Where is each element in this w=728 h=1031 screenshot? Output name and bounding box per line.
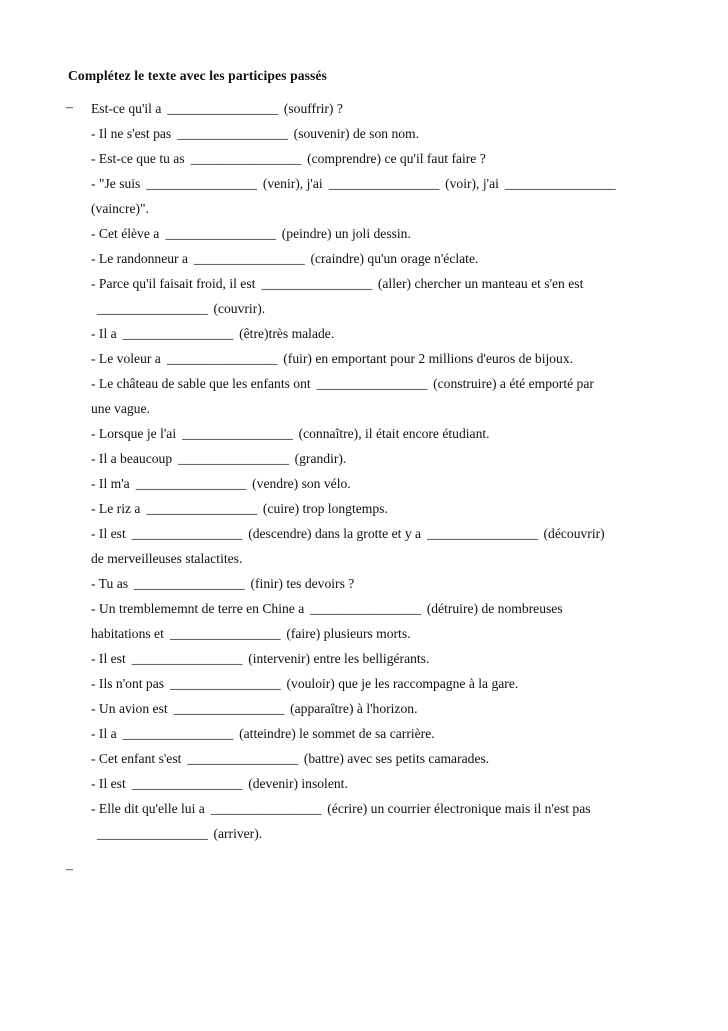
answer-blank[interactable]: _________________ xyxy=(328,176,440,191)
answer-blank[interactable]: _________________ xyxy=(504,176,616,191)
exercise-line xyxy=(91,601,691,626)
exercise-text: (apparaître) à l'horizon. xyxy=(290,701,418,716)
exercise-text: - Il m'a xyxy=(91,476,130,491)
exercise-text: (comprendre) ce qu'il faut faire ? xyxy=(307,151,486,166)
answer-blank[interactable]: _________________ xyxy=(131,776,243,791)
exercise-line xyxy=(91,751,691,776)
exercise-text: - Tu as xyxy=(91,576,129,591)
exercise-text: (finir) tes devoirs ? xyxy=(250,576,355,591)
exercise-text: (faire) plusieurs morts. xyxy=(286,626,411,641)
exercise-text: (intervenir) entre les belligérants. xyxy=(248,651,430,666)
exercise-line xyxy=(91,676,691,701)
exercise-text: - Il est xyxy=(91,526,126,541)
answer-blank[interactable]: _________________ xyxy=(210,801,322,816)
exercise-text: (vouloir) que je les raccompagne à la gare. xyxy=(286,676,519,691)
answer-blank[interactable]: _________________ xyxy=(135,476,247,491)
answer-blank[interactable]: _________________ xyxy=(177,126,288,141)
exercise-text: (connaître), il était encore étudiant. xyxy=(298,426,490,441)
exercise-lines xyxy=(91,101,691,851)
exercise-text: (vaincre)". xyxy=(91,201,149,216)
list-dash-marker: – xyxy=(66,100,73,115)
answer-blank[interactable]: _________________ xyxy=(182,426,293,441)
exercise-text: (descendre) dans la grotte et y a xyxy=(248,526,422,541)
exercise-line xyxy=(91,201,691,226)
exercise-text: - Est-ce que tu as xyxy=(91,151,185,166)
answer-blank[interactable]: _________________ xyxy=(165,226,276,241)
exercise-line xyxy=(91,426,691,451)
exercise-text: de merveilleuses stalactites. xyxy=(91,551,243,566)
exercise-text: (souffrir) ? xyxy=(283,101,343,116)
answer-blank[interactable]: _________________ xyxy=(122,726,234,741)
answer-blank[interactable]: _________________ xyxy=(97,826,208,841)
answer-blank[interactable]: _________________ xyxy=(146,501,257,516)
answer-blank[interactable]: _________________ xyxy=(134,576,245,591)
exercise-line xyxy=(91,776,691,801)
exercise-text: - Le riz a xyxy=(91,501,141,516)
exercise-text: - Un avion est xyxy=(91,701,168,716)
exercise-text: (battre) avec ses petits camarades. xyxy=(303,751,490,766)
answer-blank[interactable]: _________________ xyxy=(122,326,234,341)
exercise-text: - Elle dit qu'elle lui a xyxy=(91,801,205,816)
exercise-text: (être)très malade. xyxy=(239,326,335,341)
exercise-line xyxy=(91,801,691,826)
exercise-text: habitations et xyxy=(91,626,164,641)
exercise-line xyxy=(91,301,691,326)
exercise-line xyxy=(91,151,691,176)
exercise-text: (voir), j'ai xyxy=(445,176,499,191)
answer-blank[interactable]: _________________ xyxy=(97,301,208,316)
exercise-line xyxy=(91,476,691,501)
exercise-line xyxy=(91,651,691,676)
exercise-text: - Un tremblememnt de terre en Chine a xyxy=(91,601,305,616)
exercise-line xyxy=(91,551,691,576)
exercise-text: - Ils n'ont pas xyxy=(91,676,165,691)
answer-blank[interactable]: _________________ xyxy=(178,451,289,466)
exercise-text: (détruire) de nombreuses xyxy=(426,601,563,616)
exercise-text: (écrire) un courrier électronique mais il n'est pas xyxy=(327,801,591,816)
exercise-text: (atteindre) le sommet de sa carrière. xyxy=(239,726,435,741)
exercise-line xyxy=(91,526,691,551)
exercise-text: (souvenir) de son nom. xyxy=(293,126,420,141)
exercise-text: - Le randonneur a xyxy=(91,251,188,266)
exercise-text: - Parce qu'il faisait froid, il est xyxy=(91,276,256,291)
exercise-text: (grandir). xyxy=(294,451,347,466)
answer-blank[interactable]: _________________ xyxy=(169,626,281,641)
exercise-text: - Il a xyxy=(91,326,117,341)
exercise-text: - Il a xyxy=(91,726,117,741)
answer-blank[interactable]: _________________ xyxy=(170,676,281,691)
exercise-text: (craindre) qu'un orage n'éclate. xyxy=(310,251,479,266)
exercise-line xyxy=(91,376,691,401)
exercise-text: (peindre) un joli dessin. xyxy=(281,226,411,241)
exercise-text: - Le château de sable que les enfants ont xyxy=(91,376,311,391)
answer-blank[interactable]: _________________ xyxy=(316,376,428,391)
exercise-line xyxy=(91,451,691,476)
exercise-line xyxy=(91,351,691,376)
exercise-line xyxy=(91,276,691,301)
exercise-line xyxy=(91,501,691,526)
exercise-text: (fuir) en emportant pour 2 millions d'euros de bijoux. xyxy=(283,351,574,366)
exercise-line xyxy=(91,826,691,851)
exercise-text: - Il est xyxy=(91,776,126,791)
exercise-text: (aller) chercher un manteau et s'en est xyxy=(377,276,584,291)
exercise-text: (construire) a été emporté par xyxy=(433,376,594,391)
exercise-line xyxy=(91,326,691,351)
exercise-text: - Cet élève a xyxy=(91,226,160,241)
exercise-line xyxy=(91,401,691,426)
exercise-text: (cuire) trop longtemps. xyxy=(262,501,388,516)
answer-blank[interactable]: _________________ xyxy=(131,526,243,541)
page-title: Complétez le texte avec les participes passés xyxy=(68,68,327,83)
exercise-line xyxy=(91,626,691,651)
exercise-text: - Il est xyxy=(91,651,126,666)
answer-blank[interactable]: _________________ xyxy=(173,701,285,716)
exercise-text: - Il a beaucoup xyxy=(91,451,173,466)
exercise-text: (venir), j'ai xyxy=(262,176,323,191)
list-dash-marker-end: – xyxy=(66,862,73,877)
answer-blank[interactable]: _________________ xyxy=(166,351,278,366)
exercise-line xyxy=(91,101,691,126)
exercise-text: - Lorsque je l'ai xyxy=(91,426,177,441)
answer-blank[interactable]: _________________ xyxy=(146,176,257,191)
exercise-text: (vendre) son vélo. xyxy=(252,476,351,491)
answer-blank[interactable]: _________________ xyxy=(194,251,305,266)
exercise-text: - "Je suis xyxy=(91,176,141,191)
exercise-text: une vague. xyxy=(91,401,150,416)
exercise-text: (arriver). xyxy=(213,826,263,841)
exercise-line xyxy=(91,726,691,751)
exercise-text: Est-ce qu'il a xyxy=(91,101,162,116)
answer-blank[interactable]: _________________ xyxy=(131,651,243,666)
answer-blank[interactable]: _________________ xyxy=(190,151,302,166)
exercise-text: (couvrir). xyxy=(213,301,266,316)
exercise-text: - Le voleur a xyxy=(91,351,161,366)
exercise-line xyxy=(91,126,691,151)
exercise-line xyxy=(91,576,691,601)
exercise-line xyxy=(91,226,691,251)
exercise-line xyxy=(91,251,691,276)
exercise-line xyxy=(91,701,691,726)
exercise-line xyxy=(91,176,691,201)
answer-blank[interactable]: _________________ xyxy=(427,526,538,541)
answer-blank[interactable]: _________________ xyxy=(261,276,372,291)
exercise-text: (découvrir) xyxy=(543,526,605,541)
exercise-text: - Cet enfant s'est xyxy=(91,751,182,766)
answer-blank[interactable]: _________________ xyxy=(187,751,298,766)
exercise-text: (devenir) insolent. xyxy=(248,776,348,791)
exercise-text: - Il ne s'est pas xyxy=(91,126,172,141)
answer-blank[interactable]: _________________ xyxy=(167,101,278,116)
answer-blank[interactable]: _________________ xyxy=(310,601,421,616)
